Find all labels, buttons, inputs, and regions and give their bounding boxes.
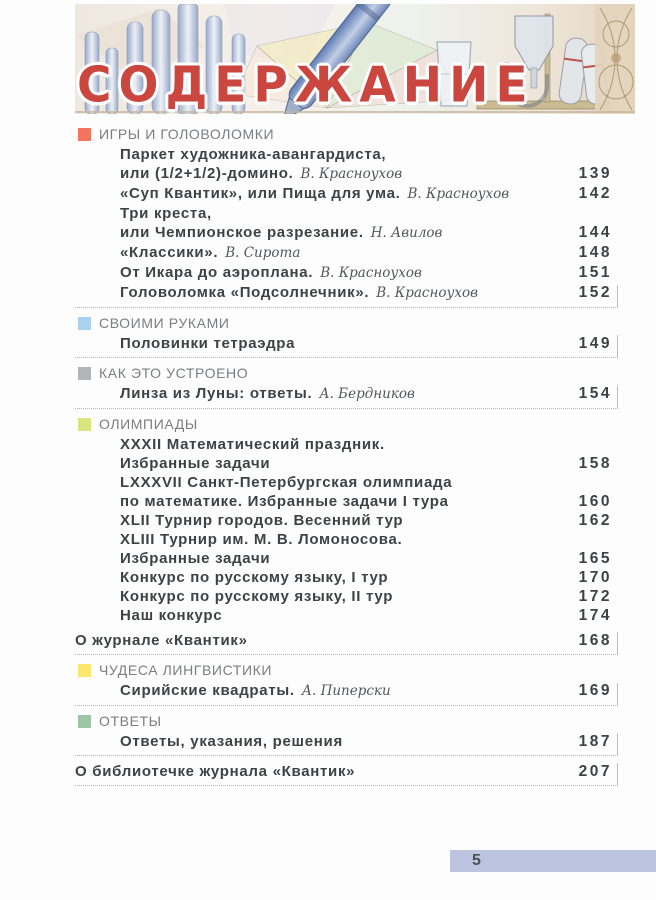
toc-entry [75,473,618,511]
divider-tick [617,285,618,307]
divider-tick [617,335,618,357]
entry-title: Линза из Луны: ответы. [120,385,313,402]
toc-entry [75,732,618,751]
page-number: 5 [472,852,482,869]
entry-last-line [120,243,618,263]
section-label: СВОИМИ РУКАМИ [99,315,230,331]
entry-last-line [120,384,618,404]
entry-page-number: 187 [578,733,612,750]
entry-last-line [120,184,618,204]
entry-title: От Икара до аэроплана. [120,264,314,281]
toc-entry [75,681,618,701]
footer-page-bar [450,850,656,872]
entry-page-number: 149 [578,335,612,352]
entry-title: Конкурс по русскому языку, II тур [120,588,394,605]
section-color-square [78,715,91,728]
entry-title: «Суп Квантик», или Пища для ума. [120,185,401,202]
section-label: ЧУДЕСА ЛИНГВИСТИКИ [99,662,273,678]
standalone-title: О журнале «Квантик» [75,632,248,649]
toc-entry [75,145,618,184]
section-divider [75,357,618,358]
entry-page-number: 168 [578,632,612,649]
entry-title: Головоломка «Подсолнечник». [120,284,370,301]
standalone-entry [75,762,618,781]
section-header [75,713,618,729]
entry-last-line [120,732,618,751]
section-label: ОЛИМПИАДЫ [99,416,198,432]
divider-tick [617,386,618,408]
divider-tick [617,733,618,755]
section-divider [75,408,618,409]
section-header [75,315,618,331]
entry-author: В. Красноухов [376,285,478,301]
entry-title-line: Паркет художника-авангардиста, [120,146,387,163]
entry-title: Конкурс по русскому языку, I тур [120,569,389,586]
entry-last-line [120,511,618,530]
entry-title: «Классики». [120,244,219,261]
header-illustration [75,4,635,114]
entry-page-number: 207 [578,763,612,780]
entry-title: Половинки тетраэдра [120,335,296,352]
toc-entry [75,568,618,587]
entry-title: Наш конкурс [120,607,223,624]
entry-page-number: 139 [578,165,612,182]
entry-page-number: 151 [578,264,612,281]
entry-title: Избранные задачи [120,550,271,567]
entry-last-line [120,492,618,511]
section-color-square [78,418,91,431]
entry-page-number: 148 [578,244,612,261]
entry-author: Н. Авилов [370,225,443,241]
entry-last-line [120,606,618,625]
section-label: ОТВЕТЫ [99,713,162,729]
entry-last-line [120,283,618,303]
toc-entry [75,511,618,530]
entry-title: по математике. Избранные задачи I тура [120,493,449,510]
entry-page-number: 142 [578,185,612,202]
toc-entry [75,587,618,606]
entry-page-number: 154 [578,385,612,402]
section-color-square [78,367,91,380]
divider-tick [617,763,618,785]
entry-title: или (1/2+1/2)-домино. [120,165,294,182]
toc [75,126,618,789]
entry-last-line [120,164,618,184]
divider-tick [617,632,618,654]
standalone-entry [75,631,618,650]
entry-last-line [120,454,618,473]
toc-entry [75,334,618,353]
section-header [75,662,618,678]
entry-title: Избранные задачи [120,455,271,472]
entry-page-number: 170 [578,569,612,586]
entry-page-number: 165 [578,550,612,567]
section-divider [75,654,618,655]
entry-last-line [120,568,618,587]
toc-entry [75,243,618,263]
section-color-square [78,128,91,141]
entry-last-line [120,223,618,243]
toc-entry [75,204,618,243]
entry-author: В. Красноухов [407,186,510,202]
entry-page-number: 162 [578,512,612,529]
entry-last-line [120,587,618,606]
entry-author: В. Красноухов [300,166,403,182]
section-divider [75,755,618,756]
entry-title-line: LXXXVII Санкт-Петербургская олимпиада [120,474,453,491]
entry-title-line: Три креста, [120,205,212,222]
entry-title: Сирийские квадраты. [120,682,295,699]
toc-entry [75,606,618,625]
entry-page-number: 158 [578,455,612,472]
toc-entry [75,384,618,404]
section-divider [75,785,618,786]
entry-page-number: 172 [578,588,612,605]
entry-title: XLII Турнир городов. Весенний тур [120,512,404,529]
toc-entry [75,283,618,303]
toc-entry [75,184,618,204]
entry-last-line [120,263,618,283]
section-divider [75,705,618,706]
section-color-square [78,664,91,677]
standalone-title: О библиотечке журнала «Квантик» [75,763,356,780]
divider-tick [617,683,618,705]
entry-last-line [120,549,618,568]
section-label: ИГРЫ И ГОЛОВОЛОМКИ [99,126,275,142]
section-label: КАК ЭТО УСТРОЕНО [99,365,249,381]
entry-author: А. Бердников [319,386,415,402]
entry-page-number: 169 [578,682,612,699]
entry-last-line [120,334,618,353]
section-header [75,126,618,142]
entry-title: Ответы, указания, решения [120,733,343,750]
section-color-square [78,317,91,330]
entry-title-line: XXXII Математический праздник. [120,436,385,453]
section-header [75,416,618,432]
entry-author: В. Красноухов [320,265,422,281]
entry-author: А. Пиперски [301,683,391,699]
toc-entry [75,530,618,568]
section-header [75,365,618,381]
toc-entry [75,435,618,473]
entry-last-line [120,681,618,701]
entry-author: В. Сирота [225,245,301,261]
page-title: СОДЕРЖАНИЕ [77,56,535,115]
clockwork-gears-icon [595,4,635,114]
entry-page-number: 174 [578,607,612,624]
entry-title: или Чемпионское разрезание. [120,224,364,241]
toc-entry [75,263,618,283]
entry-title-line: XLIII Турнир им. М. В. Ломоносова. [120,531,403,548]
entry-page-number: 160 [578,493,612,510]
entry-page-number: 144 [578,224,612,241]
section-divider [75,307,618,308]
entry-page-number: 152 [578,284,612,301]
